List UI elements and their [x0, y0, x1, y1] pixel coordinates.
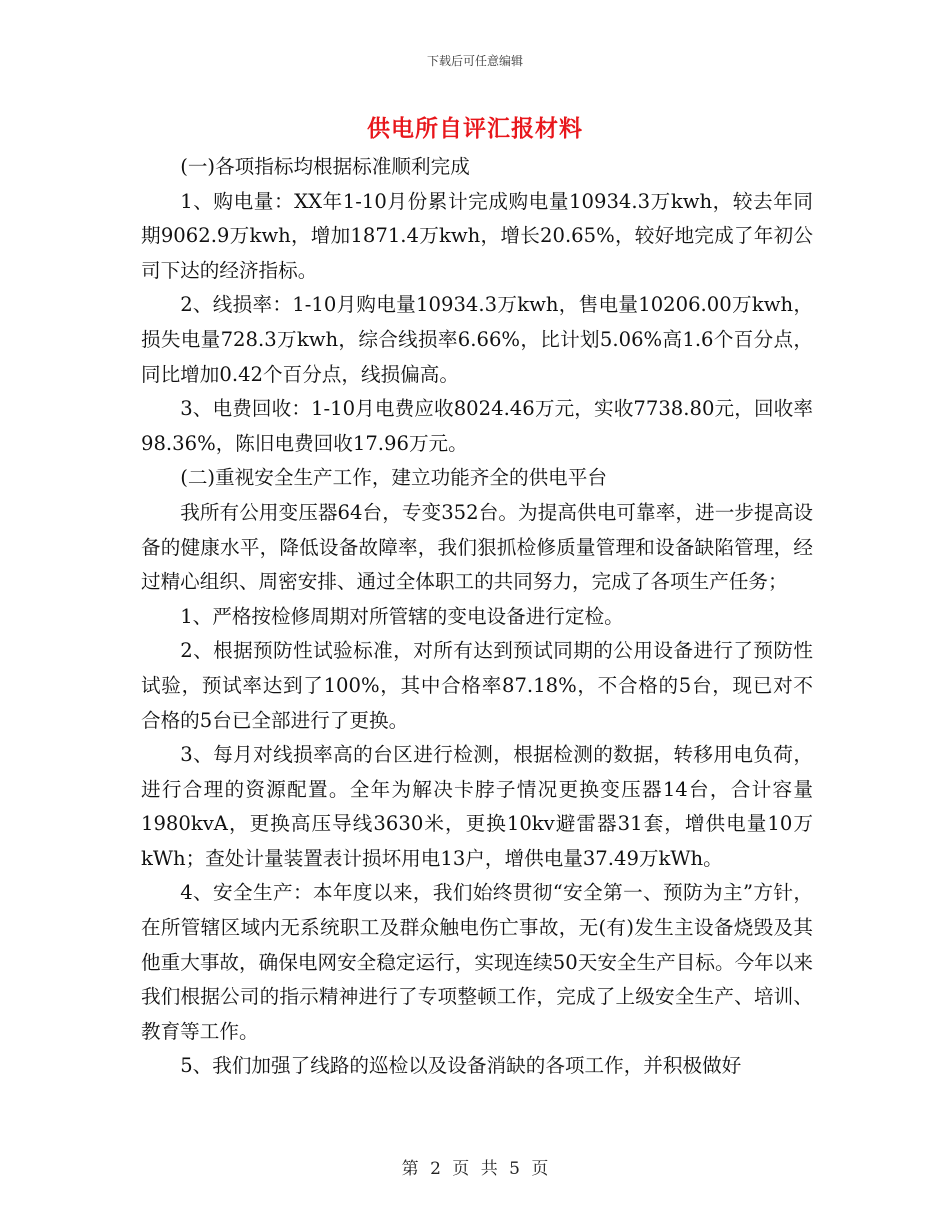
- paragraph-safety: 4、安全生产：本年度以来，我们始终贯彻“安全第一、预防为主”方针，在所管辖区域内无系统职工及群众触电伤亡事故，无(有)发生主设备烧毁及其他重大事故，确保电网安全稳定运行，实现连续50天安全生产目标。今年以来我们根据公司的指示精神进行了专项整顿工作，完成了上级安全生产、培训、教育等工作。: [141, 881, 813, 1043]
- page-number: 第 2 页 共 5 页: [401, 1159, 549, 1179]
- section-heading-1: (一)各项指标均根据标准顺利完成: [180, 155, 470, 178]
- paragraph-monitoring: 3、每月对线损率高的台区进行检测，根据检测的数据，转移用电负荷，进行合理的资源配置。全年为解决卡脖子情况更换变压器14台，合计容量1980kvA，更换高压导线3630米，更换10kv避雷器31套，增供电量10万kWh；查处计量装置表计损坏用电13户，增供电量37.49万kWh。: [141, 743, 813, 870]
- document-title: 供电所自评汇报材料: [367, 115, 583, 142]
- section-heading-2: (二)重视安全生产工作，建立功能齐全的供电平台: [180, 466, 607, 490]
- paragraph-line-loss: 2、线损率：1-10月购电量10934.3万kwh，售电量10206.00万kwh，损失电量728.3万kwh，综合线损率6.66%，比计划5.06%高1.6个百分点，同比增加0.42个百分点，线损偏高。: [141, 293, 813, 386]
- document-body: [141, 150, 813, 1084]
- page-header-note: 下载后可任意编辑: [426, 54, 523, 68]
- paragraph-preventive-test: 2、根据预防性试验标准，对所有达到预试同期的公用设备进行了预防性试验，预试率达到了100%，其中合格率87.18%，不合格的5台，现已对不合格的5台已全部进行了更换。: [141, 639, 813, 732]
- paragraph-inspection: 1、严格按检修周期对所管辖的变电设备进行定检。: [180, 604, 624, 628]
- paragraph-purchase-volume: 1、购电量：XX年1-10月份累计完成购电量10934.3万kwh，较去年同期9062.9万kwh，增加1871.4万kwh，增长20.65%，较好地完成了年初公司下达的经济指标。: [141, 189, 813, 282]
- paragraph-fee-recovery: 3、电费回收：1-10月电费应收8024.46万元，实收7738.80元，回收率98.36%，陈旧电费回收17.96万元。: [141, 397, 813, 455]
- paragraph-transformers: 我所有公用变压器64台，专变352台。为提高供电可靠率，进一步提高设备的健康水平，降低设备故障率，我们狠抓检修质量管理和设备缺陷管理，经过精心组织、周密安排、通过全体职工的共同努力，完成了各项生产任务；: [141, 500, 813, 594]
- paragraph-line-patrol: 5、我们加强了线路的巡检以及设备消缺的各项工作，并积极做好: [180, 1054, 742, 1078]
